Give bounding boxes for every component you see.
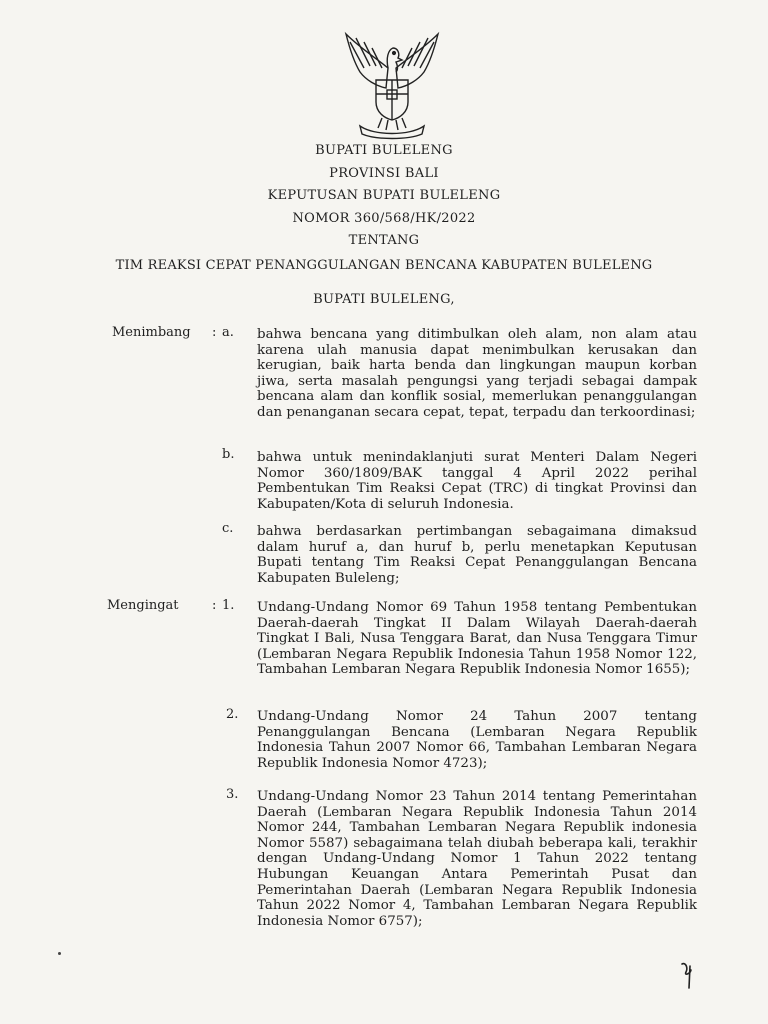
header-provinsi: PROVINSI BALI [329,165,439,181]
mark-menimbang-b: b. [222,447,235,462]
paraf-signature-icon [678,958,698,990]
menimbang-item-a: bahwa bencana yang ditimbulkan oleh alam, non alam atau karena ulah manusia dapat menimbulkan kerusakan dan kerugian, baik harta benda dan lingkungan maupun korban jiwa, serta masalah pengungsi yang terjadi sebagai dampak bencana alam dan konflik sosial, memerlukan penanggulangan dan penanganan secara cepat, tepat, terpadu dan terkoordinasi; [257,327,697,420]
header-nomor: NOMOR 360/568/HK/2022 [292,210,476,226]
menimbang-item-b: bahwa untuk menindaklanjuti surat Menteri Dalam Negeri Nomor 360/1809/BAK tanggal 4 April 2022 perihal Pembentukan Tim Reaksi Cepat (TRC) di tingkat Provinsi dan Kabupaten/Kota di seluruh Indonesia. [257,450,697,512]
mark-menimbang-c: c. [222,521,234,536]
header-keputusan: KEPUTUSAN BUPATI BULELENG [267,188,501,203]
mengingat-item-1: Undang-Undang Nomor 69 Tahun 1958 tentang Pembentukan Daerah-daerah Tingkat II Dalam Wilayah Daerah-daerah Tingkat I Bali, Nusa Tenggara Barat, dan Nusa Tenggara Timur (Lembaran Negara Republik Indonesia Tahun 1958 Nomor 122, Tambahan Lembaran Negara Republik Indonesia Nomor 1655); [257,600,697,678]
document-header [0,140,768,312]
label-menimbang: Menimbang [112,325,191,340]
header-judul: TIM REAKSI CEPAT PENANGGULANGAN BENCANA KABUPATEN BULELENG [115,257,653,273]
label-mengingat: Mengingat [107,598,179,613]
garuda-emblem-icon [338,28,446,140]
menimbang-item-c: bahwa berdasarkan pertimbangan sebagaimana dimaksud dalam huruf a, dan huruf b, perlu menetapkan Keputusan Bupati tentang Tim Reaksi Cepat Penanggulangan Bencana Kabupaten Buleleng; [257,524,697,586]
header-issuer: BUPATI BULELENG, [313,292,455,307]
sep-mengingat: : [212,598,217,613]
scan-speck [58,952,61,955]
mark-mengingat-1: 1. [222,598,235,613]
header-bupati: BUPATI BULELENG [315,143,453,158]
sep-menimbang: : [212,325,217,340]
mengingat-item-2: Undang-Undang Nomor 24 Tahun 2007 tentang Penanggulangan Bencana (Lembaran Negara Republik Indonesia Tahun 2007 Nomor 66, Tambahan Lembaran Negara Republik Indonesia Nomor 4723); [257,709,697,771]
mark-menimbang-a: a. [222,325,234,340]
mark-mengingat-2: 2. [226,707,239,722]
header-tentang: TENTANG [348,233,420,248]
mark-mengingat-3: 3. [226,787,239,802]
mengingat-item-3: Undang-Undang Nomor 23 Tahun 2014 tentang Pemerintahan Daerah (Lembaran Negara Republik Indonesia Tahun 2014 Nomor 244, Tambahan Lembaran Negara Republik indonesia Nomor 5587) sebagaimana telah diubah beberapa kali, terakhir dengan Undang-Undang Nomor 1 Tahun 2022 tentang Hubungan Keuangan Antara Pemerintah Pusat dan Pemerintahan Daerah (Lembaran Negara Republik Indonesia Tahun 2022 Nomor 4, Tambahan Lembaran Negara Republik Indonesia Nomor 6757); [257,789,697,929]
